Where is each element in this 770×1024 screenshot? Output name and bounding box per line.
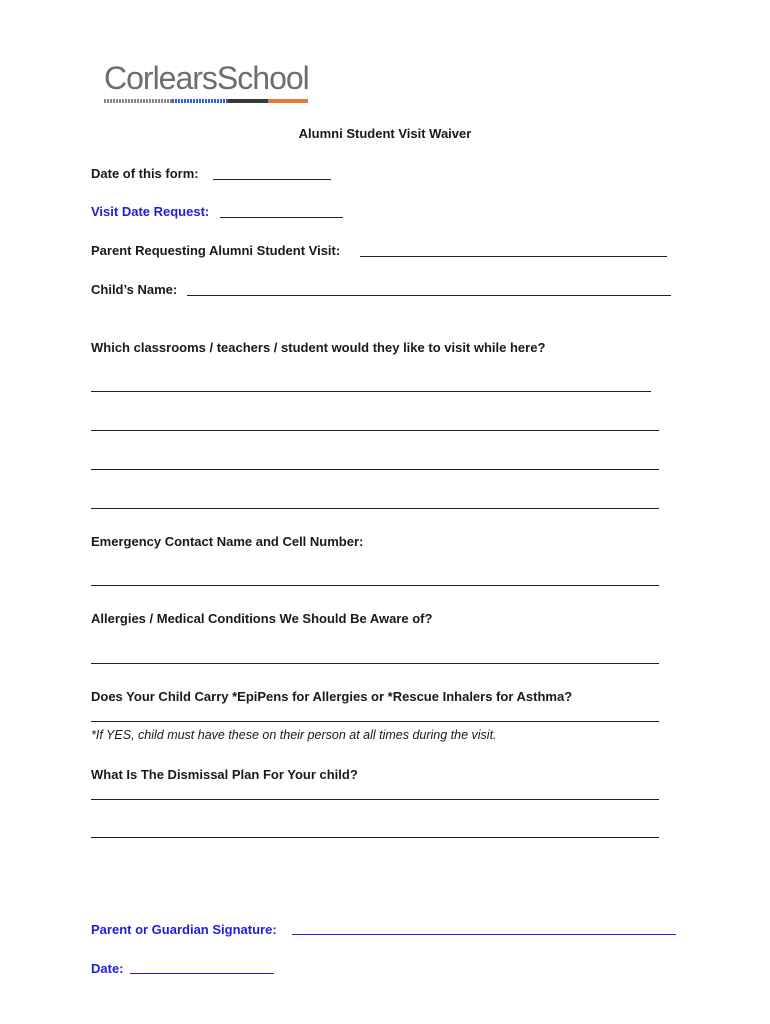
- logo-wordmark: [104, 62, 308, 94]
- child-name-line[interactable]: [187, 295, 671, 296]
- epipens-line[interactable]: [91, 721, 659, 722]
- logo-bar-dark: [228, 99, 268, 103]
- parent-requesting-label: Parent Requesting Alumni Student Visit:: [91, 243, 341, 258]
- epipens-note: *If YES, child must have these on their person at all times during the visit.: [91, 728, 497, 742]
- dismissal-line-2[interactable]: [91, 837, 659, 838]
- emergency-contact-line[interactable]: [91, 585, 659, 586]
- epipens-label: Does Your Child Carry *EpiPens for Allergies or *Rescue Inhalers for Asthma?: [91, 689, 573, 704]
- allergies-line[interactable]: [91, 663, 659, 664]
- classrooms-line-1[interactable]: [91, 391, 651, 392]
- visit-date-line[interactable]: [220, 217, 343, 218]
- logo-bar-blue: [172, 99, 228, 103]
- date-label: Date:: [91, 961, 124, 976]
- form-title: Alumni Student Visit Waiver: [298, 126, 472, 141]
- dismissal-line-1[interactable]: [91, 799, 659, 800]
- classrooms-line-3[interactable]: [91, 469, 659, 470]
- child-name-label: Child’s Name:: [91, 282, 178, 297]
- allergies-label: Allergies / Medical Conditions We Should Be Aware of?: [91, 611, 433, 626]
- logo-bar-gray: [104, 99, 172, 103]
- logo-part-school: School: [216, 60, 309, 96]
- classrooms-label: Which classrooms / teachers / student would they like to visit while here?: [91, 340, 546, 355]
- logo-part-corlears: Corlears: [104, 60, 217, 96]
- signature-line[interactable]: [292, 934, 676, 935]
- corlears-school-logo: [104, 62, 308, 106]
- emergency-contact-label: Emergency Contact Name and Cell Number:: [91, 534, 364, 549]
- date-of-form-label: Date of this form:: [91, 166, 199, 181]
- signature-label: Parent or Guardian Signature:: [91, 922, 277, 937]
- date-of-form-line[interactable]: [213, 179, 331, 180]
- classrooms-line-2[interactable]: [91, 430, 659, 431]
- parent-requesting-line[interactable]: [360, 256, 667, 257]
- date-line[interactable]: [130, 973, 274, 974]
- logo-bar-orange: [268, 99, 308, 103]
- visit-date-label: Visit Date Request:: [91, 204, 210, 219]
- classrooms-line-4[interactable]: [91, 508, 659, 509]
- dismissal-label: What Is The Dismissal Plan For Your child?: [91, 767, 358, 782]
